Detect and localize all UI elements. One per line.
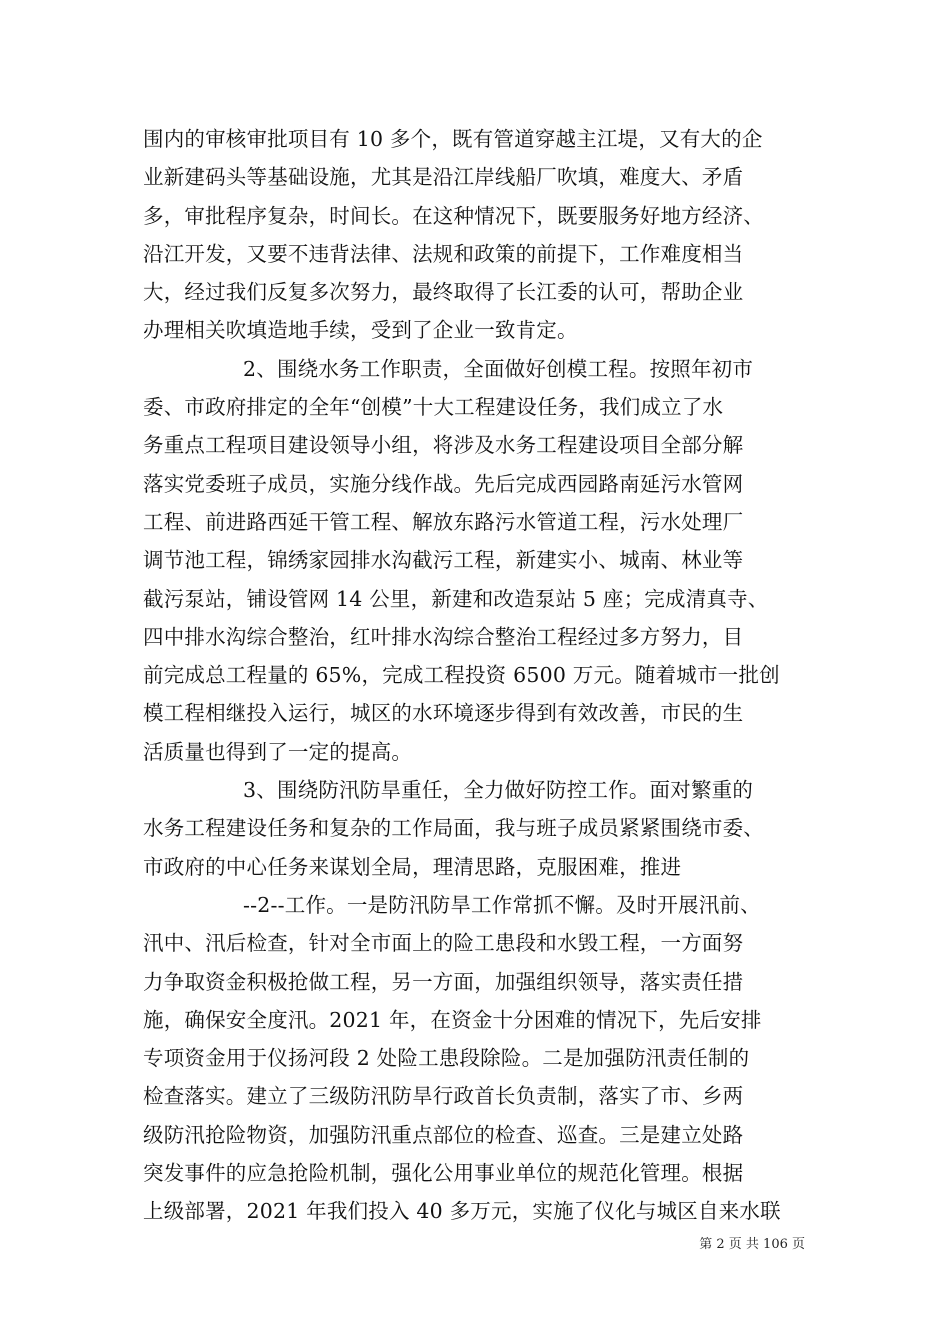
text-line: 调节池工程，锦绣家园排水沟截污工程，新建实小、城南、林业等 <box>143 548 744 573</box>
body-text <box>143 120 813 1231</box>
text-line: 沿江开发，又要不违背法律、法规和政策的前提下，工作难度相当 <box>143 241 744 266</box>
text-line: 市政府的中心任务来谋划全局，理清思路，克服困难，推进 <box>143 854 682 879</box>
text-line: 上级部署，2021 年我们投入 40 多万元，实施了仪化与城区自来水联 <box>143 1199 781 1224</box>
text-line: 办理相关吹填造地手续，受到了企业一致肯定。 <box>143 318 578 343</box>
text-line: 汛中、汛后检查，针对全市面上的险工患段和水毁工程，一方面努 <box>143 931 744 956</box>
text-line: 检查落实。建立了三级防汛防旱行政首长负责制，落实了市、乡两 <box>143 1084 744 1109</box>
text-line: 落实党委班子成员，实施分线作战。先后完成西园路南延污水管网 <box>143 471 744 496</box>
text-line: 级防汛抢险物资，加强防汛重点部位的检查、巡查。三是建立处路 <box>143 1122 744 1147</box>
text-line: 工程、前进路西延干管工程、解放东路污水管道工程，污水处理厂 <box>143 509 744 534</box>
text-line: 2、围绕水务工作职责，全面做好创模工程。按照年初市 <box>243 356 754 381</box>
text-line: 围内的审核审批项目有 10 多个，既有管道穿越主江堤，又有大的企 <box>143 127 763 151</box>
text-line: 水务工程建设任务和复杂的工作局面，我与班子成员紧紧围绕市委、 <box>143 816 764 841</box>
text-line: 活质量也得到了一定的提高。 <box>143 739 413 764</box>
text-line: 力争取资金积极抢做工程，另一方面，加强组织领导，落实责任措 <box>143 969 744 994</box>
text-line: 截污泵站，铺设管网 14 公里，新建和改造泵站 5 座；完成清真寺、 <box>143 586 769 611</box>
text-line: 突发事件的应急抢险机制，强化公用事业单位的规范化管理。根据 <box>143 1161 744 1186</box>
text-line: 施，确保安全度汛。2021 年，在资金十分困难的情况下，先后安排 <box>143 1007 762 1032</box>
text-line: 业新建码头等基础设施，尤其是沿江岸线船厂吹填，难度大、矛盾 <box>143 165 744 190</box>
text-line: --2--工作。一是防汛防旱工作常抓不懈。及时开展汛前、 <box>243 892 761 917</box>
text-line: 前完成总工程量的 65%，完成工程投资 6500 万元。随着城市一批创 <box>143 663 780 688</box>
text-line: 模工程相继投入运行，城区的水环境逐步得到有效改善，市民的生 <box>143 701 744 726</box>
text-line: 务重点工程项目建设领导小组，将涉及水务工程建设项目全部分解 <box>143 433 744 458</box>
text-line: 3、围绕防汛防旱重任，全力做好防控工作。面对繁重的 <box>243 778 754 803</box>
page-footer: 第 2 页 共 106 页 <box>699 1237 805 1252</box>
text-line: 多，审批程序复杂，时间长。在这种情况下，既要服务好地方经济、 <box>143 203 764 228</box>
text-line: 专项资金用于仪扬河段 2 处险工患段除险。二是加强防汛责任制的 <box>143 1046 750 1071</box>
text-line: 四中排水沟综合整治，红叶排水沟综合整治工程经过多方努力，目 <box>143 624 744 649</box>
text-line: 委、市政府排定的全年“创模”十大工程建设任务，我们成立了水 <box>143 395 724 420</box>
text-line: 大，经过我们反复多次努力，最终取得了长江委的认可，帮助企业 <box>143 280 744 305</box>
